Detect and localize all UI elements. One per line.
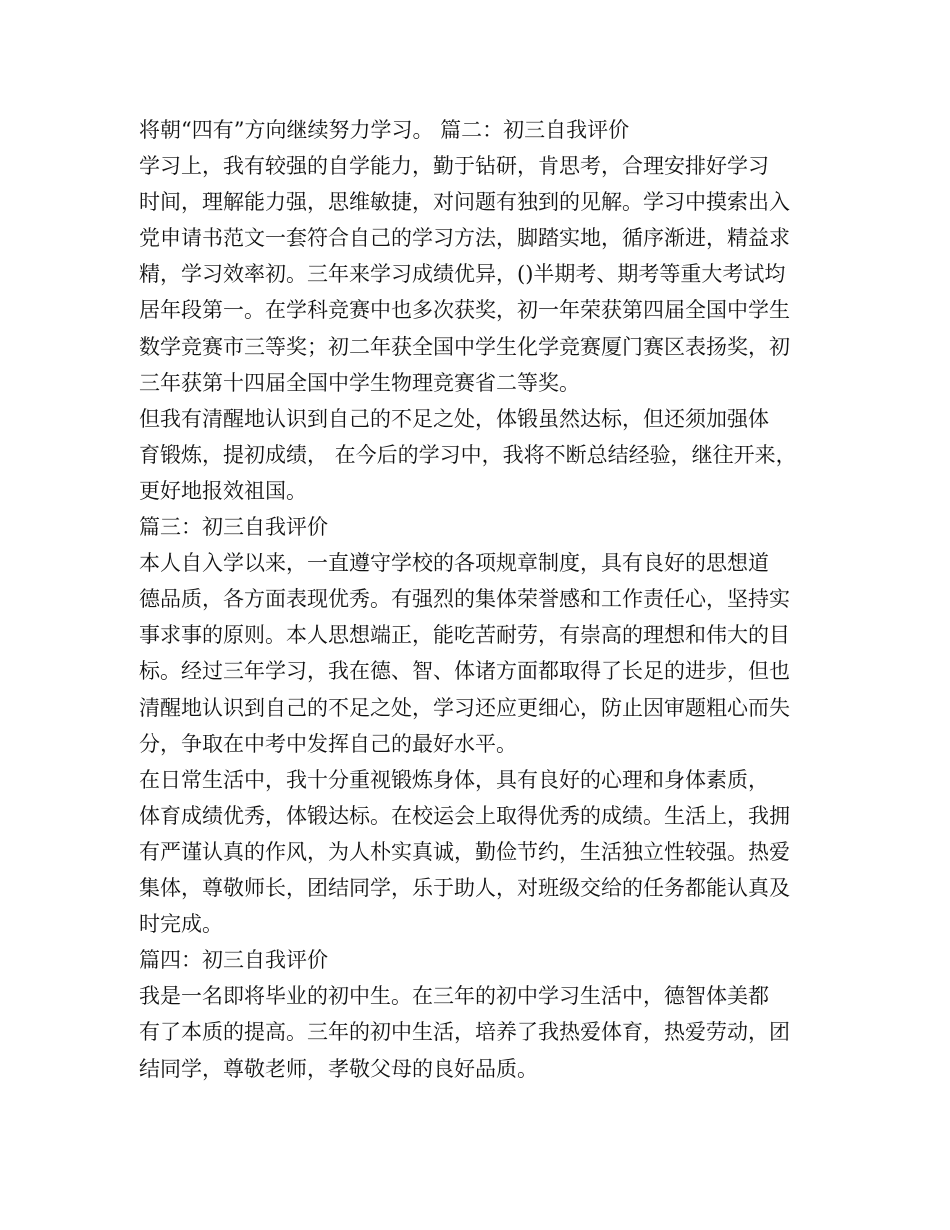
section-heading: 篇四：初三自我评价 [139, 948, 328, 972]
text-line: 精，学习效率初。三年来学习成绩优异，()半期考、期考等重大考试均 [139, 262, 786, 286]
text-line: 集体，尊敬师长，团结同学，乐于助人，对班级交给的任务都能认真及 [139, 876, 790, 900]
text-line: 德品质，各方面表现优秀。有强烈的集体荣誉感和工作责任心，坚持实 [139, 587, 790, 611]
text-line: 时完成。 [139, 912, 223, 936]
text-line: 更好地报效祖国。 [139, 479, 307, 503]
text-line: 有严谨认真的作风，为人朴实真诚，勤俭节约，生活独立性较强。热爱 [139, 840, 790, 864]
section-heading: 篇三：初三自我评价 [139, 515, 328, 539]
text-line: 本人自入学以来，一直遵守学校的各项规章制度，具有良好的思想道 [139, 551, 769, 575]
text-line: 有了本质的提高。三年的初中生活，培养了我热爱体育，热爱劳动，团 [139, 1020, 790, 1044]
text-line: 但我有清醒地认识到自己的不足之处，体锻虽然达标，但还须加强体 [139, 407, 769, 431]
text-line: 党申请书范文一套符合自己的学习方法，脚踏实地，循序渐进，精益求 [139, 226, 790, 250]
text-line: 分，争取在中考中发挥自己的最好水平。 [139, 732, 517, 756]
text-line: 居年段第一。在学科竞赛中也多次获奖，初一年荣获第四届全国中学生 [139, 298, 790, 322]
text-line: 标。经过三年学习，我在德、智、体诸方面都取得了长足的进步，但也 [139, 659, 790, 683]
text-line: 育锻炼，提初成绩， 在今后的学习中，我将不断总结经验，继往开来， [139, 443, 797, 467]
text-line: 在日常生活中，我十分重视锻炼身体，具有良好的心理和身体素质， [139, 768, 769, 792]
text-line: 将朝“四有”方向继续努力学习。 篇二：初三自我评价 [139, 118, 630, 142]
text-line: 清醒地认识到自己的不足之处，学习还应更细心，防止因审题粗心而失 [139, 696, 790, 720]
text-line: 体育成绩优秀，体锻达标。在校运会上取得优秀的成绩。生活上，我拥 [139, 804, 790, 828]
text-line: 事求事的原则。本人思想端正，能吃苦耐劳，有崇高的理想和伟大的目 [139, 623, 790, 647]
text-line: 三年获第十四届全国中学生物理竞赛省二等奖。 [139, 371, 580, 395]
text-line: 学习上，我有较强的自学能力，勤于钻研，肯思考，合理安排好学习 [139, 154, 769, 178]
text-line: 时间，理解能力强，思维敏捷，对问题有独到的见解。学习中摸索出入 [139, 190, 790, 214]
text-line: 我是一名即将毕业的初中生。在三年的初中学习生活中，德智体美都 [139, 984, 769, 1008]
text-line: 结同学，尊敬老师，孝敬父母的良好品质。 [139, 1057, 538, 1081]
text-line: 数学竞赛市三等奖；初二年获全国中学生化学竞赛厦门赛区表扬奖，初 [139, 335, 790, 359]
